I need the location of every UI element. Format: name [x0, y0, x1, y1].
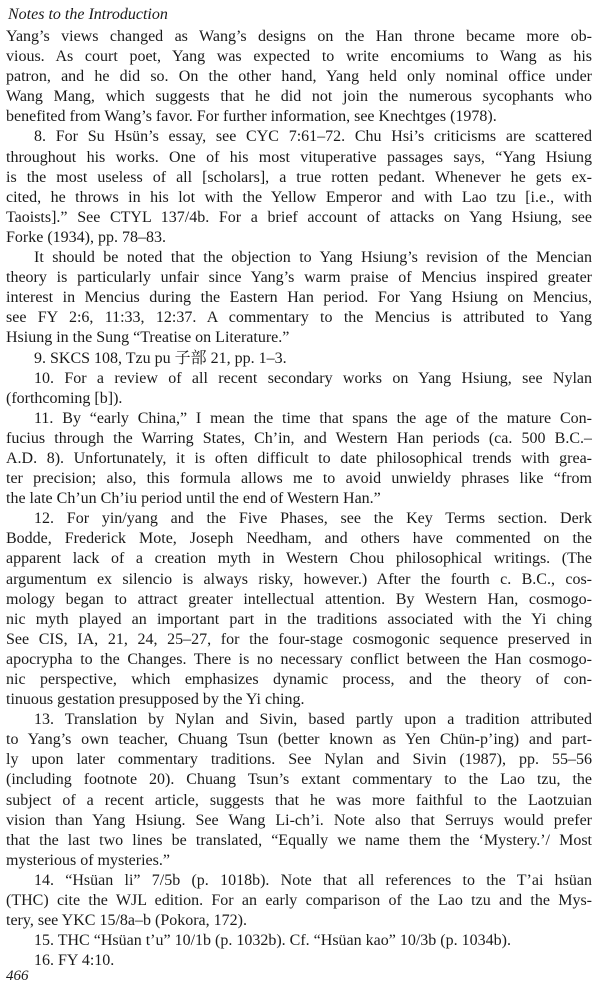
text-line: throughout his works. One of his most vituperative passages says, “Yang Hsiung	[6, 148, 592, 166]
text-line: ly upon later commentary traditions. See Nylan and Sivin (1987), pp. 55–56	[6, 751, 592, 769]
text-line: 13. Translation by Nylan and Sivin, based partly upon a tradition attributed	[34, 711, 592, 729]
text-line: 9. SKCS 108, Tzu pu 子部 21, pp. 1–3.	[34, 349, 287, 367]
text-line: 16. FY 4:10.	[34, 952, 115, 970]
page-number: 466	[6, 968, 29, 984]
text-line: mology began to attract greater intellectual attention. By Western Han, cosmogo-	[6, 590, 592, 608]
text-line: See CIS, IA, 21, 24, 25–27, for the four-stage cosmogonic sequence preserved in	[6, 630, 592, 648]
text-line: patron, and he did so. On the other hand, Yang held only nominal office under	[6, 68, 592, 86]
notes-body	[6, 27, 592, 971]
text-line: fucius through the Warring States, Ch’in, and Western Han periods (ca. 500 B.C.–	[6, 429, 592, 447]
text-line: 10. For a review of all recent secondary works on Yang Hsiung, see Nylan	[34, 369, 592, 387]
text-line: apocrypha to the Changes. There is no necessary conflict between the Han cosmogo-	[6, 650, 592, 668]
text-line: Bodde, Frederick Mote, Joseph Needham, and others have commented on the	[6, 530, 592, 548]
text-line: Forke (1934), pp. 78–83.	[6, 228, 166, 246]
text-line: see FY 2:6, 11:33, 12:37. A commentary to the Mencius is attributed to Yang	[6, 309, 592, 327]
running-head: Notes to the Introduction	[8, 6, 168, 23]
text-line: vision than Yang Hsiung. See Wang Li-ch’i. Note also that Serruys would prefer	[6, 811, 592, 829]
text-line: tinuous gestation presupposed by the Yi ching.	[6, 691, 305, 709]
text-line: benefited from Wang’s favor. For further information, see Knechtges (1978).	[6, 108, 497, 126]
text-line: mysterious of mysteries.”	[6, 851, 170, 869]
text-line: 8. For Su Hsün’s essay, see CYC 7:61–72. Chu Hsi’s criticisms are scattered	[34, 128, 592, 146]
text-line: A.D. 8). Unfortunately, it is often difficult to date philosophical trends with grea-	[6, 449, 592, 467]
text-line: (THC) cite the WJL edition. For an early comparison of the Lao tzu and the Mys-	[6, 892, 592, 910]
text-line: tery, see YKC 15/8a–b (Pokora, 172).	[6, 912, 247, 930]
text-line: nic perspective, which emphasizes dynamic process, and the theory of con-	[6, 671, 592, 688]
text-line: theory is particularly unfair since Yang’s warm praise of Mencius inspired greater	[6, 269, 592, 287]
text-line: Yang’s views changed as Wang’s designs on the Han throne became more ob-	[6, 28, 592, 45]
text-line: that the last two lines be translated, “Equally we name them the ‘Mystery.’/ Most	[6, 831, 592, 849]
text-line: argumentum ex silencio is always risky, however.) After the fourth c. B.C., cos-	[6, 570, 592, 588]
text-line: cited, he throws in his lot with the Yellow Emperor and with Lao tzu [i.e., with	[6, 188, 592, 206]
text-line: (forthcoming [b]).	[6, 389, 123, 407]
text-line: ter precision; also, this formula allows me to avoid unwieldy phrases like “from	[6, 470, 592, 488]
text-line: 12. For yin/yang and the Five Phases, see the Key Terms section. Derk	[34, 510, 592, 528]
text-line: apparent lack of a creation myth in Western Chou philosophical writings. (The	[6, 550, 592, 568]
text-line: Hsiung in the Sung “Treatise on Literature.”	[6, 329, 290, 347]
text-line: (including footnote 20). Chuang Tsun’s extant commentary to the Lao tzu, the	[6, 771, 592, 789]
text-line: It should be noted that the objection to Yang Hsiung’s revision of the Mencian	[34, 249, 592, 267]
text-line: Wang Mang, which suggests that he did not join the numerous sycophants who	[6, 88, 592, 106]
text-line: Taoists].” See CTYL 137/4b. For a brief account of attacks on Yang Hsiung, see	[6, 208, 592, 226]
text-line: nic myth played an important part in the traditions associated with the Yi ching	[6, 610, 592, 628]
text-line: is the most useless of all [scholars], a true rotten pedant. Whenever he gets ex-	[6, 168, 592, 186]
text-line: 14. “Hsüan li” 7/5b (p. 1018b). Note that all references to the T’ai hsüan	[34, 871, 592, 889]
text-line: to Yang’s own teacher, Chuang Tsun (better known as Yen Chün-p’ing) and part-	[6, 731, 592, 749]
text-line: the late Ch’un Ch’iu period until the end of Western Han.”	[6, 490, 381, 508]
text-line: vious. As court poet, Yang was expected to write encomiums to Wang as his	[6, 48, 592, 66]
text-line: 15. THC “Hsüan t’u” 10/1b (p. 1032b). Cf. “Hsüan kao” 10/3b (p. 1034b).	[34, 932, 511, 950]
text-line: 11. By “early China,” I mean the time that spans the age of the mature Con-	[34, 409, 592, 427]
text-line: interest in Mencius during the Eastern Han period. For Yang Hsiung on Mencius,	[6, 289, 592, 307]
text-line: subject of a recent article, suggests that he was more faithful to the Laotzuian	[6, 791, 592, 809]
